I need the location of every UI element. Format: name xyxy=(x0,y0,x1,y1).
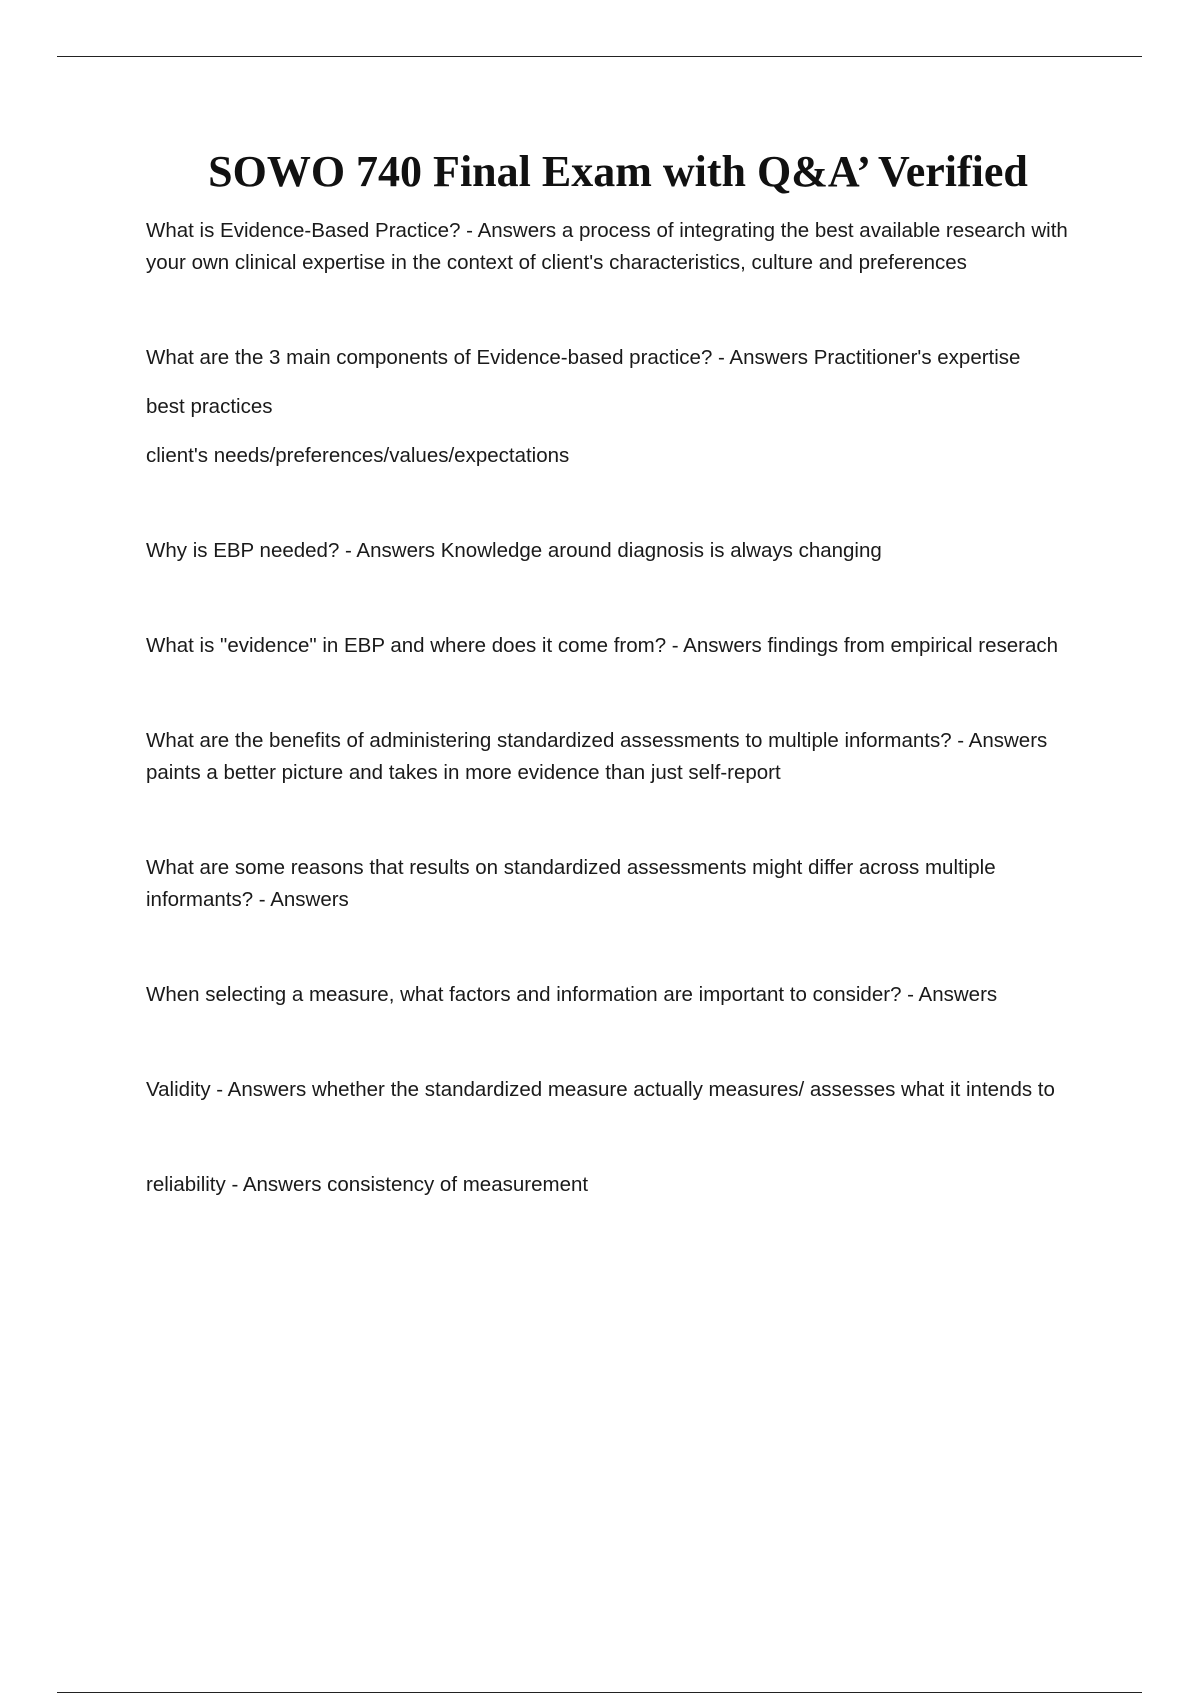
qa-text: What is Evidence-Based Practice? - Answers a process of integrating the best available research with your own clinical expertise in the context of client's characteristics, culture and preferences xyxy=(146,219,1068,274)
qa-extra-line: best practices xyxy=(146,395,273,418)
qa-text: What is "evidence" in EBP and where does it come from? - Answers findings from empirical reserach xyxy=(146,634,1059,657)
qa-item-2 xyxy=(146,342,1091,472)
qa-text: What are the 3 main components of Evidence-based practice? - Answers Practitioner's expertise xyxy=(146,346,1021,369)
qa-text: Why is EBP needed? - Answers Knowledge around diagnosis is always changing xyxy=(146,539,882,562)
qa-item-7 xyxy=(146,979,1091,1011)
qa-extra-line: client's needs/preferences/values/expectations xyxy=(146,444,570,467)
bottom-rule xyxy=(57,1692,1142,1693)
qa-item-8 xyxy=(146,1074,1091,1106)
qa-text: Validity - Answers whether the standardized measure actually measures/ assesses what it intends to xyxy=(146,1078,1055,1101)
qa-text: What are the benefits of administering standardized assessments to multiple informants? - Answers paints a better picture and takes in more evidence than just self-report xyxy=(146,729,1048,784)
qa-item-3 xyxy=(146,535,1091,567)
qa-text: When selecting a measure, what factors and information are important to consider? - Answers xyxy=(146,983,998,1006)
top-rule xyxy=(57,56,1142,57)
qa-item-9 xyxy=(146,1169,1091,1201)
qa-text: What are some reasons that results on standardized assessments might differ across multiple informants? - Answers xyxy=(146,856,996,911)
page-title: SOWO 740 Final Exam with Q&A’ Verified xyxy=(208,147,1028,196)
qa-text: reliability - Answers consistency of measurement xyxy=(146,1173,589,1196)
qa-item-4 xyxy=(146,630,1091,662)
qa-item-5 xyxy=(146,725,1091,789)
qa-item-1 xyxy=(146,215,1091,279)
qa-list xyxy=(146,215,1091,1201)
qa-item-6 xyxy=(146,852,1091,916)
